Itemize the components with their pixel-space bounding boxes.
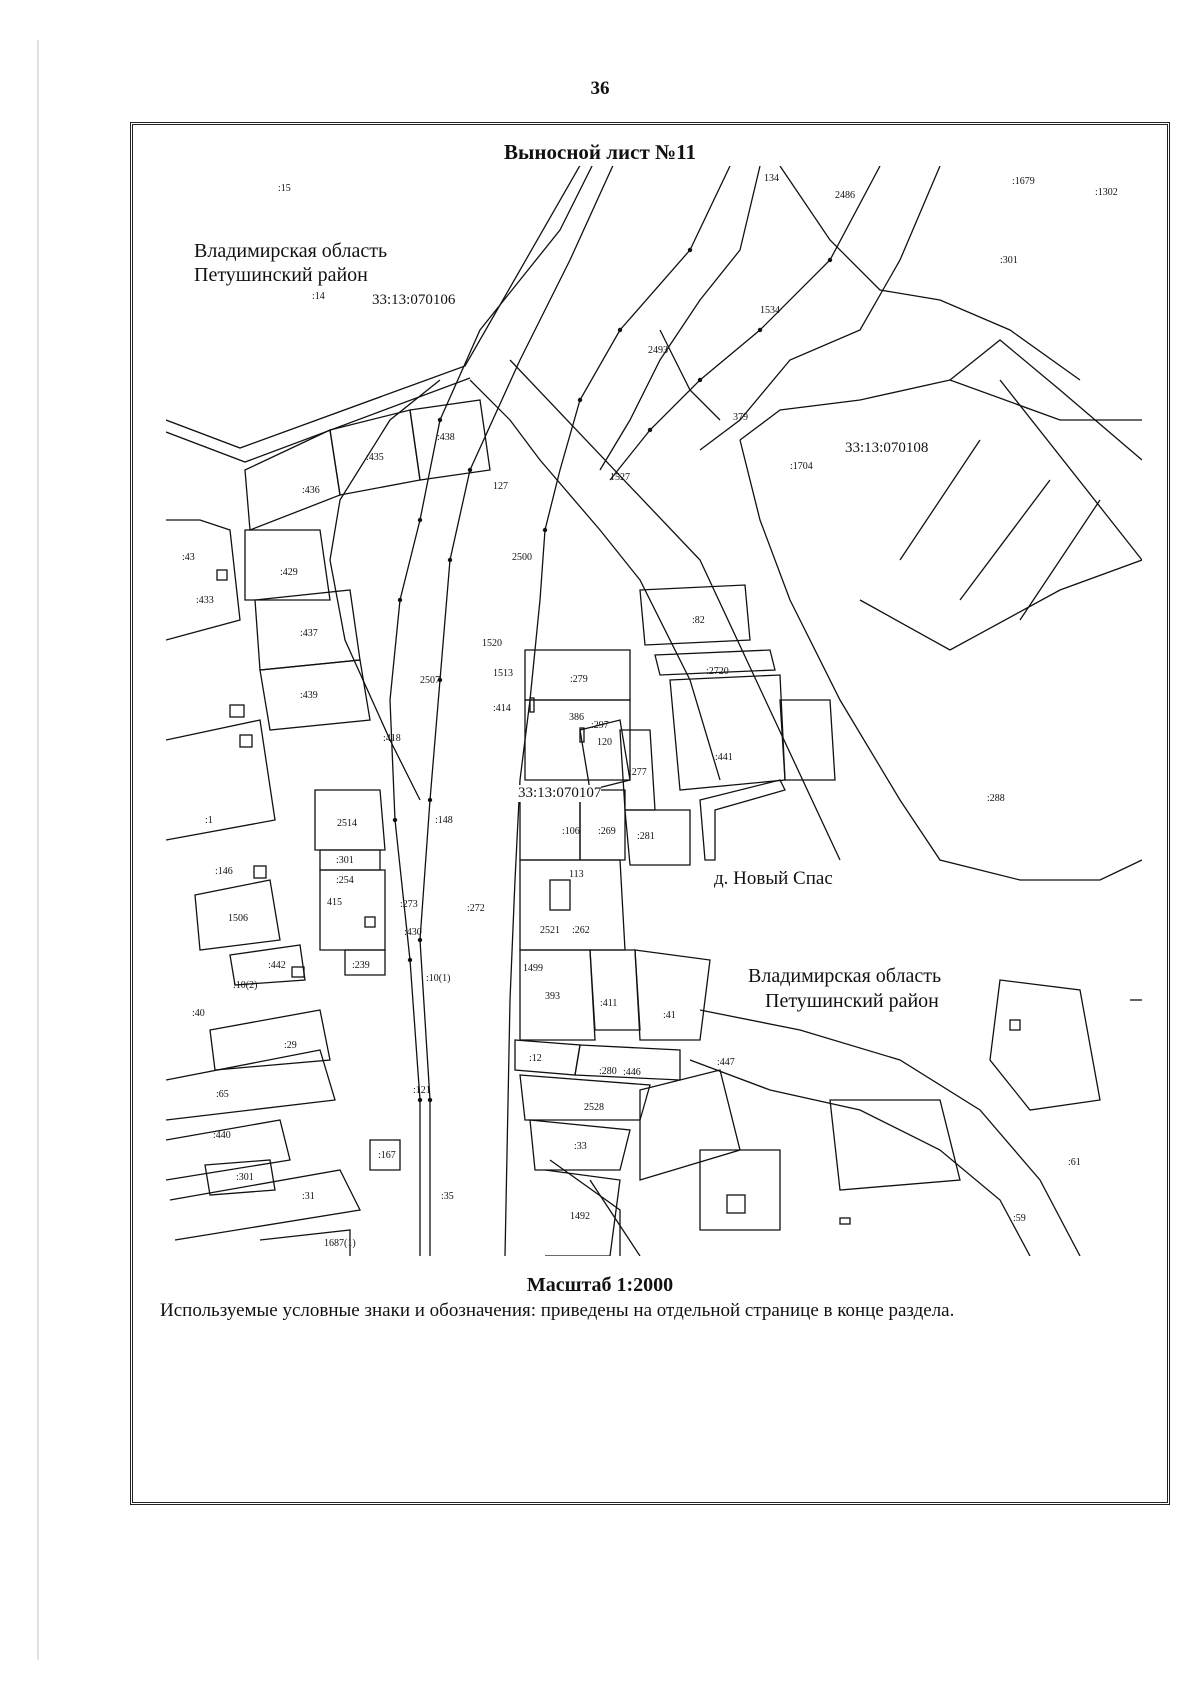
parcel-label: 2514 [337, 818, 357, 829]
parcel-label: :433 [196, 595, 214, 606]
parcel-label: :1302 [1095, 187, 1118, 198]
parcel-label: :65 [216, 1089, 229, 1100]
parcel-label: :437 [300, 628, 318, 639]
parcel-label: 2500 [512, 552, 532, 563]
parcel-label: :35 [441, 1191, 454, 1202]
parcel-edge [166, 520, 240, 640]
block-number-label: 33:13:070108 [845, 440, 929, 456]
parcel-label: 1499 [523, 963, 543, 974]
parcel-label: 134 [764, 173, 779, 184]
parcel-edge [245, 530, 330, 600]
parcel-edge [245, 430, 340, 530]
parcel-label: :167 [378, 1150, 396, 1161]
parcel-edge [640, 1070, 740, 1180]
block-number-label: 33:13:070106 [372, 292, 456, 308]
parcel-label: :446 [623, 1067, 641, 1078]
parcel-edge [166, 1050, 335, 1120]
parcel-edge [170, 1170, 360, 1240]
parcel-label: :61 [1068, 1157, 1081, 1168]
parcel-label: :438 [437, 432, 455, 443]
parcel-edge [590, 950, 640, 1030]
parcel-label: 386 [569, 712, 584, 723]
parcel-label: :442 [268, 960, 286, 971]
parcel-edge [210, 1010, 330, 1070]
scan-margin-line [37, 40, 39, 1660]
parcel-edge [550, 1160, 620, 1256]
parcel-edge [740, 380, 1142, 440]
parcel-edge [166, 720, 275, 840]
parcel-label: :297 [591, 720, 609, 731]
parcel-edge [505, 166, 730, 1256]
parcel-label: :2720 [706, 666, 729, 677]
parcel-edge [1000, 380, 1142, 560]
parcel-label: :254 [336, 875, 354, 886]
scale-label: Масштаб 1:2000 [526, 1274, 674, 1296]
block-number-label: 33:13:070107 [518, 785, 602, 801]
parcel-label: :106 [562, 826, 580, 837]
parcel-edge [515, 1040, 580, 1075]
parcel-edge [780, 700, 835, 780]
parcel-edge [660, 330, 720, 420]
parcel-label: 415 [327, 897, 342, 908]
parcel-edge [625, 810, 690, 865]
parcel-label: :430 [404, 927, 422, 938]
sheet-title: Выносной лист №11 [504, 140, 696, 164]
parcel-label: :281 [637, 831, 655, 842]
parcel-label: 120 [597, 737, 612, 748]
parcel-label: :418 [383, 733, 401, 744]
parcel-label: 2528 [584, 1102, 604, 1113]
parcel-label: 2493 [648, 345, 668, 356]
parcel-label: 1506 [228, 913, 248, 924]
settlement-label: д. Новый Спас [714, 868, 833, 889]
parcel-label: :1704 [790, 461, 813, 472]
parcel-label: 2521 [540, 925, 560, 936]
parcel-edge [600, 166, 760, 470]
parcel-label: 1492 [570, 1211, 590, 1222]
stream-line [610, 166, 880, 480]
stream-line [700, 166, 940, 450]
parcel-label: :31 [302, 1191, 315, 1202]
parcel-edge [700, 1150, 780, 1230]
parcel-edge [635, 950, 710, 1040]
parcel-label: :441 [715, 752, 733, 763]
parcel-label: :1 [205, 815, 213, 826]
district-label: Петушинский район [765, 990, 939, 1012]
parcel-label: 2507 [420, 675, 440, 686]
parcel-edge [900, 440, 1100, 620]
parcel-label: :447 [717, 1057, 735, 1068]
parcel-edge [520, 1075, 650, 1120]
parcel-label: :14 [312, 291, 325, 302]
parcel-label: 1513 [493, 668, 513, 679]
parcel-label: 1687(1) [324, 1238, 356, 1249]
parcel-label: :272 [467, 903, 485, 914]
parcel-label: :279 [570, 674, 588, 685]
parcel-label: 127 [493, 481, 508, 492]
parcel-edge [990, 980, 1100, 1110]
parcel-label: 113 [569, 869, 584, 880]
parcel-label: :429 [280, 567, 298, 578]
parcel-label: :269 [598, 826, 616, 837]
parcel-label: :10(2) [233, 980, 258, 991]
parcel-label: :273 [400, 899, 418, 910]
parcel-edge [780, 166, 1080, 380]
parcel-label: :288 [987, 793, 1005, 804]
parcel-label: :10(1) [426, 973, 451, 984]
parcel-label: 2486 [835, 190, 855, 201]
parcel-label: :15 [278, 183, 291, 194]
parcel-edge [740, 440, 1142, 880]
parcel-edge [830, 1100, 960, 1190]
parcel-label: :1679 [1012, 176, 1035, 187]
parcel-label: 379 [733, 412, 748, 423]
region-label: Владимирская область [748, 965, 942, 987]
parcel-label: :262 [572, 925, 590, 936]
stream-line [420, 150, 620, 1256]
road-edge-line [690, 1060, 1030, 1256]
parcel-edge [700, 780, 785, 860]
parcel-label: 1527 [610, 472, 630, 483]
parcel-label: :239 [352, 960, 370, 971]
parcel-label: :435 [366, 452, 384, 463]
parcel-label: :439 [300, 690, 318, 701]
parcel-label: :121 [413, 1085, 431, 1096]
parcel-label: :411 [600, 998, 618, 1009]
parcel-label: 393 [545, 991, 560, 1002]
parcel-label: 1520 [482, 638, 502, 649]
parcel-label: :59 [1013, 1213, 1026, 1224]
page-number: 36 [590, 78, 610, 99]
parcel-edge [670, 675, 785, 790]
parcel-label: :43 [182, 552, 195, 563]
region-label: Владимирская область [194, 240, 388, 262]
parcel-label: :440 [213, 1130, 231, 1141]
parcel-label: :41 [663, 1010, 676, 1021]
parcel-label: :280 [599, 1066, 617, 1077]
parcel-edge [860, 560, 1142, 650]
parcel-label: :146 [215, 866, 233, 877]
parcel-label: :40 [192, 1008, 205, 1019]
parcel-label: :29 [284, 1040, 297, 1051]
parcel-label: :436 [302, 485, 320, 496]
parcel-label: :414 [493, 703, 511, 714]
parcel-label: :148 [435, 815, 453, 826]
parcel-label: 1534 [760, 305, 780, 316]
parcel-label: :82 [692, 615, 705, 626]
parcel-label: :33 [574, 1141, 587, 1152]
parcel-label: :301 [236, 1172, 254, 1183]
parcel-label: :277 [629, 767, 647, 778]
parcel-label: :301 [336, 855, 354, 866]
legend-note: Используемые условные знаки и обозначения: приведены на отдельной странице в конце раздела. [160, 1300, 955, 1321]
parcel-label: :301 [1000, 255, 1018, 266]
parcel-label: :12 [529, 1053, 542, 1064]
district-label: Петушинский район [194, 264, 368, 286]
